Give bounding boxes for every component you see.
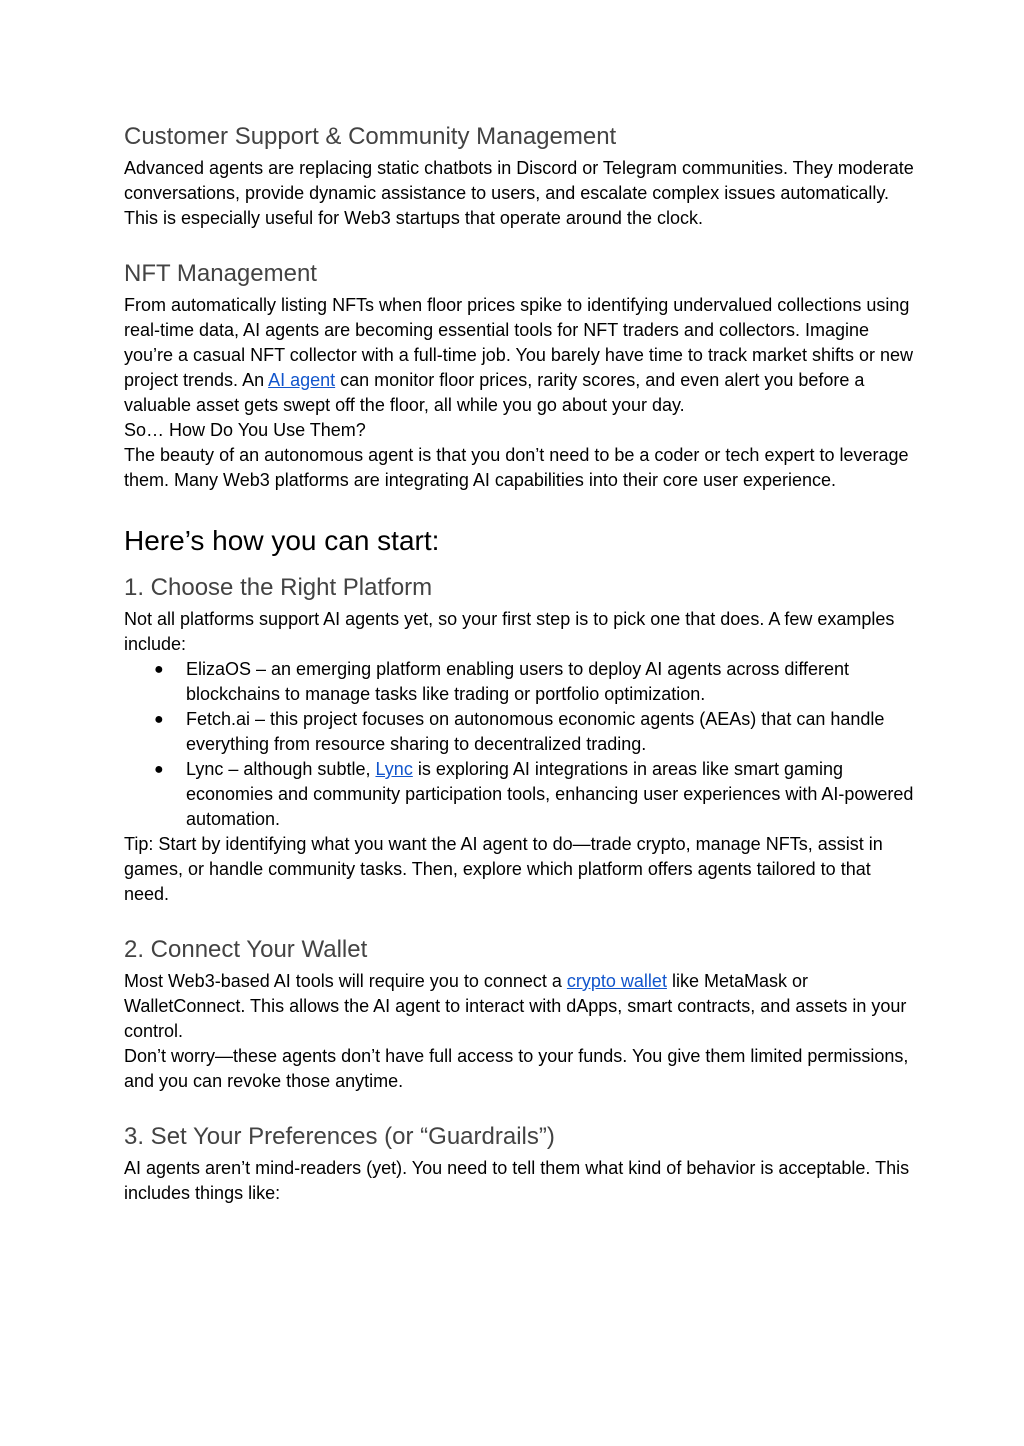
bullet-icon: ●: [154, 761, 164, 778]
customer-support-paragraph: Advanced agents are replacing static chatbots in Discord or Telegram communities. They moderate conversations, provide dynamic assistance to users, and escalate complex issues automatically. This is especially useful for Web3 startups that operate around the clock.: [124, 158, 914, 228]
step2-text-before-link: Most Web3-based AI tools will require you to connect a: [124, 971, 567, 991]
step3-heading: 3. Set Your Preferences (or “Guardrails”): [124, 1123, 555, 1150]
lync-link[interactable]: Lync: [375, 759, 413, 779]
step3-paragraph: AI agents aren’t mind-readers (yet). You need to tell them what kind of behavior is acceptable. This includes things like:: [124, 1158, 910, 1203]
step1-tip: Tip: Start by identifying what you want the AI agent to do—trade crypto, manage NFTs, assist in games, or handle community tasks. Then, explore which platform offers agents tailored to that need.: [124, 834, 883, 904]
nft-paragraph-1: [124, 293, 914, 418]
crypto-wallet-link[interactable]: crypto wallet: [566, 971, 667, 991]
list-item-lync: [124, 757, 914, 832]
nft-text-after-link: can monitor floor prices, rarity scores, and even alert you before a valuable asset gets swept off the floor, all while you go about your day.: [124, 370, 865, 415]
how-to-use-line: So… How Do You Use Them?: [124, 420, 366, 440]
customer-support-heading: Customer Support & Community Management: [124, 123, 617, 150]
platform-list: [124, 657, 914, 832]
list-item-text: Fetch.ai – this project focuses on autonomous economic agents (AEAs) that can handle everything from resource sharing to decentralized trading.: [186, 709, 885, 754]
list-item-fetchai: [124, 707, 914, 757]
list-item-text: ElizaOS – an emerging platform enabling users to deploy AI agents across different blockchains to manage tasks like trading or portfolio optimization.: [186, 659, 850, 704]
step2-text-after-link: like MetaMask or WalletConnect. This allows the AI agent to interact with dApps, smart contracts, and assets in your control.: [124, 971, 907, 1041]
ai-agent-link[interactable]: AI agent: [268, 370, 336, 390]
document-page: [124, 122, 914, 1206]
step2-paragraph-1: [124, 969, 914, 1044]
nft-paragraph-3: The beauty of an autonomous agent is that you don’t need to be a coder or tech expert to leverage them. Many Web3 platforms are integrating AI capabilities into their core user experience.: [124, 445, 909, 490]
step2-heading: 2. Connect Your Wallet: [124, 936, 368, 963]
nft-management-heading: NFT Management: [124, 260, 317, 287]
step2-paragraph-2: Don’t worry—these agents don’t have full access to your funds. You give them limited permissions, and you can revoke those anytime.: [124, 1046, 909, 1091]
bullet-icon: ●: [154, 661, 164, 678]
start-heading: Here’s how you can start:: [124, 525, 440, 556]
list-item-elizaos: [124, 657, 914, 707]
step1-heading: 1. Choose the Right Platform: [124, 574, 433, 601]
nft-text-before-link: From automatically listing NFTs when floor prices spike to identifying undervalued collections using real-time data, AI agents are becoming essential tools for NFT traders and collectors. Imagine you’re a casual NFT collector with a full-time job. You barely have time to track market shifts or new project trends. An: [124, 295, 914, 390]
bullet-icon: ●: [154, 711, 164, 728]
step1-intro: Not all platforms support AI agents yet, so your first step is to pick one that does. A few examples include:: [124, 609, 895, 654]
lync-text-before-link: Lync – although subtle,: [186, 759, 376, 779]
lync-text-after-link: is exploring AI integrations in areas like smart gaming economies and community participation tools, enhancing user experiences with AI-powered automation.: [186, 759, 914, 829]
